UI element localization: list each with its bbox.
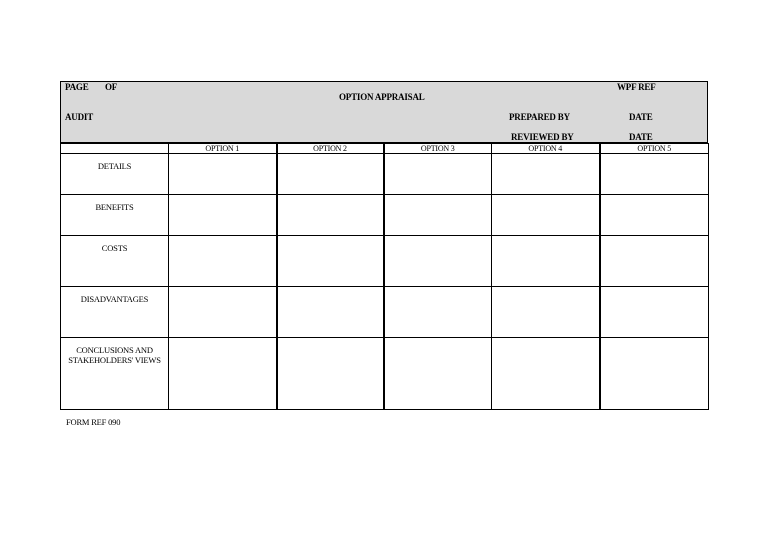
table-row <box>61 338 709 410</box>
row-label-details: DETAILS <box>61 154 169 195</box>
table-row <box>61 195 709 236</box>
column-header-option-1: OPTION 1 <box>169 144 277 154</box>
option-2-costs-cell[interactable] <box>277 236 384 287</box>
option-3-disadvantages-cell[interactable] <box>384 287 492 338</box>
option-1-costs-cell[interactable] <box>169 236 277 287</box>
option-2-conclusions-cell[interactable] <box>277 338 384 410</box>
option-4-benefits-cell[interactable] <box>492 195 600 236</box>
option-4-details-cell[interactable] <box>492 154 600 195</box>
wpf-ref-label: WPF REF <box>617 82 656 92</box>
column-header-option-2: OPTION 2 <box>277 144 384 154</box>
option-4-conclusions-cell[interactable] <box>492 338 600 410</box>
option-3-conclusions-cell[interactable] <box>384 338 492 410</box>
table-row <box>61 154 709 195</box>
date-label: DATE <box>629 132 653 142</box>
option-4-disadvantages-cell[interactable] <box>492 287 600 338</box>
option-2-disadvantages-cell[interactable] <box>277 287 384 338</box>
date-label: DATE <box>629 112 653 122</box>
column-header <box>61 144 169 154</box>
row-label-costs: COSTS <box>61 236 169 287</box>
row-label-conclusions: CONCLUSIONS AND STAKEHOLDERS' VIEWS <box>61 338 169 410</box>
option-1-details-cell[interactable] <box>169 154 277 195</box>
option-1-benefits-cell[interactable] <box>169 195 277 236</box>
option-1-conclusions-cell[interactable] <box>169 338 277 410</box>
row-label-disadvantages: DISADVANTAGES <box>61 287 169 338</box>
form-title: OPTION APPRAISAL <box>339 92 425 102</box>
column-header-option-5: OPTION 5 <box>600 144 709 154</box>
option-5-conclusions-cell[interactable] <box>600 338 709 410</box>
column-header-option-3: OPTION 3 <box>384 144 492 154</box>
option-2-details-cell[interactable] <box>277 154 384 195</box>
page-label: PAGE <box>65 82 89 92</box>
option-2-benefits-cell[interactable] <box>277 195 384 236</box>
form-reference: FORM REF 090 <box>66 417 121 427</box>
row-label-benefits: BENEFITS <box>61 195 169 236</box>
table-row <box>61 236 709 287</box>
of-label: OF <box>105 82 118 92</box>
prepared-by-label: PREPARED BY <box>509 112 570 122</box>
form-header <box>60 81 708 143</box>
option-5-benefits-cell[interactable] <box>600 195 709 236</box>
option-1-disadvantages-cell[interactable] <box>169 287 277 338</box>
appraisal-table <box>60 143 709 410</box>
option-5-details-cell[interactable] <box>600 154 709 195</box>
table-row <box>61 287 709 338</box>
column-header-option-4: OPTION 4 <box>492 144 600 154</box>
reviewed-by-label: REVIEWED BY <box>511 132 574 142</box>
option-appraisal-form <box>60 81 708 409</box>
option-3-costs-cell[interactable] <box>384 236 492 287</box>
option-4-costs-cell[interactable] <box>492 236 600 287</box>
option-3-details-cell[interactable] <box>384 154 492 195</box>
option-5-disadvantages-cell[interactable] <box>600 287 709 338</box>
column-header-row <box>61 144 709 154</box>
audit-label: AUDIT <box>65 112 94 122</box>
option-5-costs-cell[interactable] <box>600 236 709 287</box>
option-3-benefits-cell[interactable] <box>384 195 492 236</box>
